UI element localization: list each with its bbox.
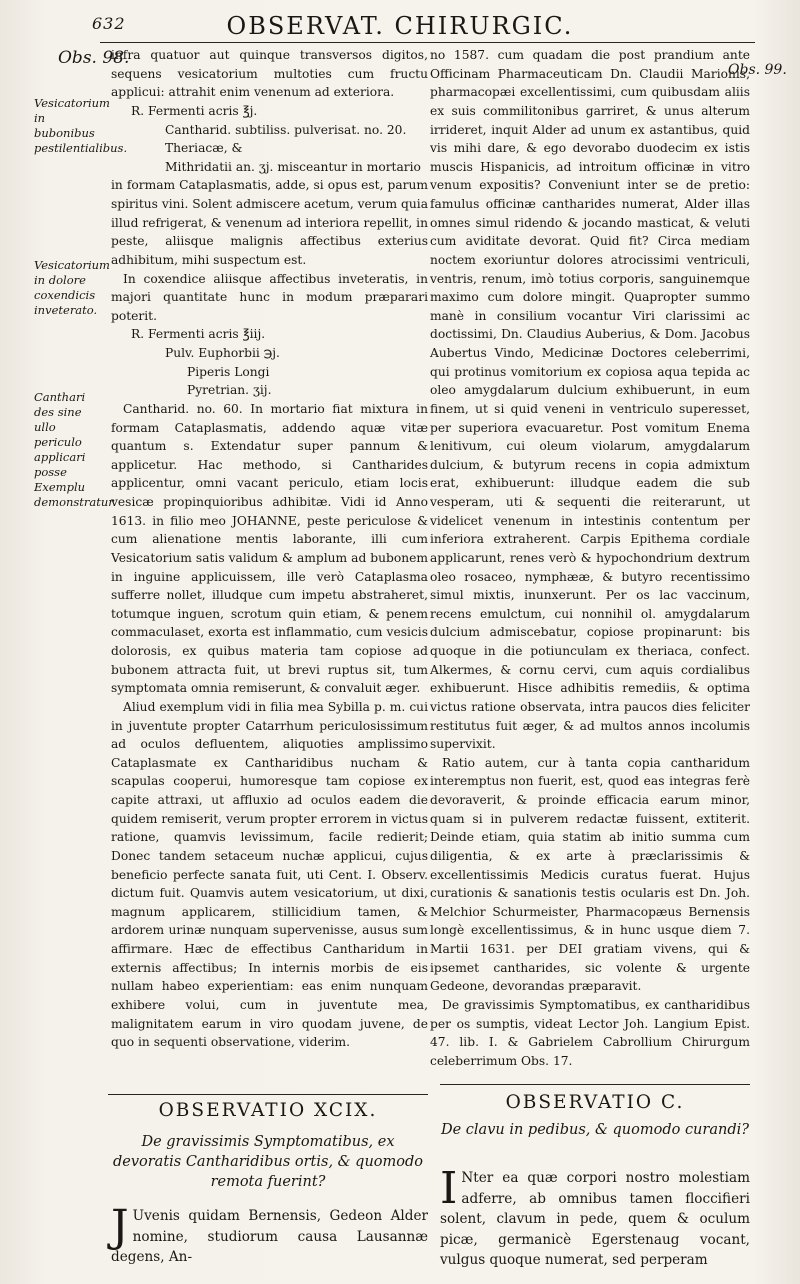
page-header (0, 8, 800, 44)
recipe-1-line-1: R. Fermenti acris ℥j. (131, 103, 258, 118)
obs-99-body: Uvenis quidam Bernensis, Gedeon Alder nomine, studiorum causa Lausannæ degens, An- (111, 1208, 428, 1266)
recipe-2-line-2: Pulv. Euphorbii ℈j. (165, 346, 280, 360)
obs-marker-right: Obs. 99. (728, 62, 787, 78)
margin-note-vesicatorium-coxendicis: Vesicatorium in dolore coxendicis inveterato. (34, 258, 110, 317)
obs-100-dropcap: I (440, 1163, 458, 1214)
recipe-1-line-2: Cantharid. subtiliss. pulverisat. no. 20. (165, 122, 407, 137)
obs-100-title: OBSERVATIO C. (505, 1092, 685, 1113)
obs-99-dropcap: J (111, 1201, 129, 1252)
recipe-2-line-3: Piperis Longi (187, 364, 270, 379)
recipe-1-line-4: Mithridatii an. ʒj. misceantur in mortario (165, 159, 421, 174)
recipe-1 (111, 102, 428, 177)
rule-obs-99 (108, 1094, 428, 1095)
rule-obs-100 (440, 1084, 750, 1085)
obs-100-subtitle: De clavu in pedibus, & quomodo curandi? (440, 1122, 750, 1138)
left-column (111, 46, 428, 1052)
right-paragraph-1: no 1587. cum quadam die post prandium ante Officinam Pharmaceuticam Dn. Claudii Marionis, pharmacopæi excellentissimi, cum quibusdam aliis ex suis commilitonibus garriret, & unus alterum irrideret, inquit Alder ad unum ex astantibus, quid vis mihi dare, & ego devorabo duodecim ex istis muscis Hispanicis, ad introitum officinæ in vitro venum expositis? Conveniunt inter se de pretio: famulus officinæ cantharides numerat, Alder illas omnes simul ridendo & jocando masticat, & veluti cum aviditate devorat. Quid fit? Circa mediam noctem exoriuntur dolores atrocissimi ventriculi, ventris, renum, imò totius corporis, sanguinemque maximo cum dolore mingit. Quapropter summo manè in consilium vocantur Viri clarissimi ac doctissimi, Dn. Claudius Auberius, & Dom. Jacobus Aubertus Vindo, Medicinæ Doctores celeberrimi, qui protinus vomitorium ex copiosa aqua tepida ac oleo amygdalarum dulcium exhibuerunt, in eum finem, ut si quid veneni in ventriculo superesset, per superiora evacuaretur. Post vomitum Enema lenitivum, cui oleum violarum, amygdalarum dulcium, & butyrum recens in copia admixtum erat, exhibuerunt: illudque eadem die sub vesperam, uti & sequenti die reiterarunt, ut videlicet venenum in intestinis contentum per inferiora extraherent. Carpis Epithema cordiale applicarunt, renes verò & hypochondrium dextrum oleo rosaceo, nymphææ, & butyro recentissimo simul mixtis, inunxerunt. Per os lac vaccinum, recens emulctum, cui nonnihil ol. amygdalarum dulcium admiscebatur, copiose propinarunt: bis quoque in die potiunculam ex theriaca, confect. Alkermes, & cornu cervi, cum aquis cordialibus exhibuerunt. Hisce adhibitis remediis, & optima victus ratione observata, intra paucos dies feliciter restitutus fuit æger, & ad multos annos incolumis supervixit. (430, 48, 750, 752)
obs-99-title: OBSERVATIO XCIX. (158, 1100, 378, 1121)
obs-marker-left: Obs. 98. (58, 48, 130, 68)
margin-note-vesicatorium-bubonibus: Vesicatorium in bubonibus pestilentialibus. (34, 96, 128, 155)
left-paragraph-2: in formam Cataplasmatis, adde, si opus est, parum spiritus vini. Solent admiscere acetum, verum quia illud refrigerat, & venenum ad interiora repellit, in peste, aliisque malignis affectibus exterius adhibitum, mihi suspectum est. (111, 178, 428, 267)
obs-99-subtitle: De gravissimis Symptomatibus, ex devoratis Cantharidibus ortis, & quomodo remota fuerint? (112, 1134, 424, 1190)
obs-99-text (111, 1201, 428, 1268)
obs-100-body: Nter ea quæ corpori nostro molestiam adferre, ab omnibus tamen floccifieri solent, clavum in pede, quem & oculum picæ, germanicè Egerstenaug vocant, vulgus quoque numerat, sed perperam (440, 1170, 750, 1269)
right-column (430, 46, 750, 1070)
page-number: 632 (92, 14, 126, 33)
recipe-2-line-1: R. Fermenti acris ℥iij. (131, 327, 266, 342)
right-paragraph-3: De gravissimis Symptomatibus, ex cantharidibus per os sumptis, videat Lector Joh. Langium Epist. 47. lib. I. & Gabrielem Cabrollium Chirurgum celeberrimum Obs. 17. (430, 997, 750, 1068)
left-paragraph-1: infra quatuor aut quinque transversos digitos, sequens vesicatorium multoties cum fructu applicui: attrahit enim venenum ad exteriora. (111, 48, 428, 100)
margin-note-cantharides-exemplum: Canthari des sine ullo periculo applicari posse Exemplu demonstratur. (34, 390, 117, 509)
running-head: OBSERVAT. CHIRURGIC. (226, 12, 574, 40)
recipe-2 (111, 325, 428, 400)
recipe-1-line-3: Theriacæ, & (165, 141, 243, 156)
header-rule (100, 42, 755, 43)
recipe-2-line-4: Pyretrian. ʒij. (187, 383, 272, 398)
obs-100-text (440, 1163, 750, 1271)
left-paragraph-4: Cantharid. no. 60. In mortario fiat mixtura in formam Cataplasmatis, addendo aquæ vitæ quantum s. Extendatur super pannum & applicetur. Hac methodo, si Cantharides applicentur, omni vacant periculo, etiam locis vesicæ propinquioribus adhibitæ. Vidi id Anno 1613. in filio meo JOHANNE, peste periculose & cum alienatione mentis laborante, illi cum Vesicatorium satis validum & amplum ad bubonem in inguine applicuissem, ille verò Cataplasma sufferre nollet, illudque cum impetu abstraheret, totumque inguen, scrotum quin etiam, & penem commaculaset, exorta est inflammatio, cum vesicis dolorosis, ex quibus materia tam copiose ad bubonem attracta fuit, ut brevi ruptus sit, tum symptomata omnia remiserunt, & convaluit æger. (111, 401, 428, 696)
left-paragraph-3: In coxendice aliisque affectibus inveteratis, in majori quantitate hunc in modum præparari poterit. (111, 271, 428, 323)
right-paragraph-2: Ratio autem, cur à tanta copia cantharidum interemptus non fuerit, est, quod eas integras ferè devoraverit, & proinde efficacia earum minor, quam si in pulverem redactæ fuissent, extiterit. Deinde etiam, quia statim ab initio summa cum diligentia, & ex arte à præclarissimis & excellentissimis Medicis curatus fuerat. Hujus curationis & sanationis testis ocularis est Dn. Joh. Melchior Schurmeister, Pharmacopæus Bernensis longè excellentissimus, & in hunc usque diem 7. Martii 1631. per DEI gratiam vivens, qui & ipsemet cantharides, sic volente & urgente Gedeone, devorandas præparavit. (430, 755, 750, 994)
left-paragraph-5: Aliud exemplum vidi in filia mea Sybilla p. m. cui in juventute propter Catarrhum periculosissimum ad oculos defluentem, aliquoties amplissimo Cataplasmate ex Cantharidibus nucham & scapulas cooperui, humoresque tam copiose ex capite attraxi, ut affluxio ad oculos eadem die quidem remiserit, verum propter errorem in victus ratione, quamvis levissimum, facile redierit; Donec tandem setaceum nuchæ applicui, cujus beneficio perfecte sanata fuit, uti Cent. I. Observ. dictum fuit. Quamvis autem vesicatorium, ut dixi, magnum applicarem, stillicidium tamen, & ardorem urinæ nunquam supervenisse, ausus sum affirmare. Hæc de effectibus Cantharidum in externis affectibus; In internis morbis de eis nullam habeo experientiam: eas enim nunquam exhibere volui, cum in juventute mea, malignitatem earum in viro quodam juvene, de quo in sequenti observatione, viderim. (111, 699, 428, 1050)
